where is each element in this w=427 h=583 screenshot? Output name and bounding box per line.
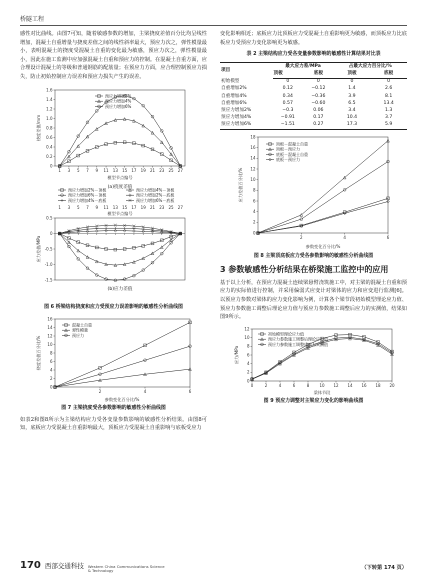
- table-cell: 初始模型: [221, 78, 240, 84]
- y-tick-label: 6: [49, 358, 53, 364]
- series-line-1: [258, 198, 388, 233]
- y-tick-label: 18: [250, 134, 256, 140]
- data-point: [95, 227, 98, 230]
- y-tick-label: 0: [49, 162, 53, 168]
- y-tick-label: 4: [246, 360, 250, 366]
- y-tick-label: 1.4: [46, 96, 53, 102]
- x-tick-label: 15: [122, 204, 128, 210]
- left-column: [20, 30, 207, 437]
- table-row: [220, 122, 407, 130]
- x-tick-label: 9: [95, 204, 99, 210]
- legend-entry: 顶板－预应力: [276, 146, 300, 152]
- x-tick-label: 19: [140, 167, 146, 173]
- x-tick-label: 14: [347, 382, 353, 388]
- table-cell: −0.3: [282, 107, 294, 113]
- table-cell: 0: [387, 79, 391, 85]
- x-tick-label: 7: [86, 167, 89, 173]
- table-cell: −0.36: [311, 93, 326, 99]
- header-rule: [20, 25, 407, 26]
- table-header-bottom-pct: 底板: [370, 70, 407, 78]
- legend-entry: 预应力增加6%－顶板: [68, 192, 107, 198]
- page-number: 170: [20, 559, 41, 571]
- table-cell: 2.6: [384, 86, 393, 92]
- y-tick-label: -0.5: [44, 245, 53, 251]
- y-tick-label: 8: [252, 187, 256, 193]
- fig6a-xlabel: 模型节点编号: [107, 174, 133, 180]
- table-cell: 1.3: [384, 107, 393, 113]
- fig6a-plot: [35, 87, 185, 190]
- legend-entry: 底板－预应力: [276, 156, 300, 162]
- y-tick-label: 10: [244, 334, 250, 340]
- y-tick-label: -1.0: [44, 261, 53, 267]
- y-tick-label: 0: [252, 230, 256, 236]
- x-tick-label: 8: [306, 382, 310, 388]
- x-tick-label: 3: [67, 167, 71, 173]
- x-tick-label: 12: [333, 382, 339, 388]
- legend-entry: 预应力增加6%: [105, 103, 132, 109]
- y-tick-label: 2: [252, 219, 256, 225]
- table-cell: −0.12: [311, 86, 326, 92]
- table-header-top: 顶板: [273, 70, 304, 78]
- x-tick-label: 17: [131, 204, 137, 210]
- x-tick-label: 5: [76, 167, 80, 173]
- x-tick-label: 25: [168, 167, 174, 173]
- section-3-title: 3 参数敏感性分析结果在桥梁施工监控中的应用: [220, 264, 389, 274]
- table-header-max-stress: 最大应力差/MPa: [273, 63, 334, 71]
- x-tick-label: 18: [375, 382, 381, 388]
- table-cell: 0: [350, 79, 354, 85]
- figure-6-caption: 图 6 桥梁结构挠度和应力受预应力误差影响的敏感性分析曲线图: [44, 303, 183, 310]
- table-2: [220, 62, 407, 130]
- x-tick-label: 4: [343, 234, 346, 240]
- journal-name: 西部交通科技: [44, 561, 84, 570]
- x-tick-label: 23: [159, 167, 165, 173]
- left-paragraph-2: 如表2和图8所示为主梁结构应力受各变量参数影响的敏感性分析结果。由图8可知，底板应力受混凝土自重影响最大，顶板应力受混凝土自重影响与底板受应力: [20, 416, 207, 432]
- legend-entry: 混凝土自重: [72, 321, 92, 327]
- legend-entry: 预应力增加6%－底板: [136, 197, 175, 203]
- y-tick-label: 0.6: [46, 134, 53, 140]
- x-tick-label: 6: [292, 382, 296, 388]
- table-header-bottom: 底板: [303, 70, 334, 78]
- continued-note: （下转第 174 页）: [361, 565, 407, 571]
- y-tick-label: -1.5: [44, 276, 53, 282]
- running-head: 桥隧工程: [20, 16, 45, 23]
- fig9-xlabel: 梁体节段: [313, 389, 331, 395]
- y-tick-label: 0.4: [46, 143, 53, 149]
- figure-6: [20, 86, 207, 302]
- table-cell: 1.4: [348, 86, 356, 92]
- fig9-ylabel: 应力/MPa: [234, 345, 239, 364]
- table-2-title: 表 2 主梁结构应力受各变量参数影响的敏感性计算结果对比表: [246, 51, 381, 58]
- y-tick-label: 8: [49, 349, 53, 355]
- y-tick-label: 8: [246, 343, 250, 349]
- y-tick-label: 0.8: [46, 124, 53, 130]
- table-row: [220, 115, 407, 122]
- series-line-3: [258, 161, 388, 232]
- legend-entry: 初始模型理论应力值: [268, 331, 304, 337]
- table-cell: 0.12: [282, 86, 293, 92]
- legend-entry: 预应力增加2%－顶板: [68, 186, 107, 192]
- y-tick-label: 14: [250, 155, 256, 161]
- table-cell: 5.9: [370, 122, 407, 130]
- x-tick-label: 23: [159, 204, 165, 210]
- fig6b-subcaption: (b)应力差值: [107, 286, 133, 292]
- fig8-xlabel: 参数变化百分比/%: [305, 243, 341, 249]
- legend-entry: 顶板－混凝土自重: [276, 141, 308, 147]
- table-cell: 3.7: [384, 115, 393, 121]
- fig8-legend: [266, 140, 308, 162]
- x-tick-label: 10: [319, 382, 325, 388]
- table-cell: 3.9: [348, 93, 356, 99]
- y-tick-label: 0: [49, 383, 53, 389]
- x-tick-label: 6: [188, 388, 192, 394]
- x-tick-label: 16: [361, 382, 367, 388]
- table-cell: 0: [286, 79, 290, 85]
- table-cell: 3.4: [348, 107, 356, 113]
- series-line-4: [258, 201, 388, 232]
- legend-entry: 底板－混凝土自重: [276, 151, 308, 157]
- x-tick-label: 13: [112, 167, 118, 173]
- table-cell: 预应力增加2%: [221, 107, 252, 113]
- table-row: [220, 78, 407, 86]
- y-tick-label: 0: [246, 378, 250, 384]
- figure-8-caption: 图 8 主梁顶底板应力受各参数影响的敏感性分析曲线图: [253, 252, 374, 259]
- fig6b-plot: [35, 186, 185, 292]
- y-tick-label: 4: [252, 208, 256, 214]
- table-cell: 自重增加2%: [221, 86, 247, 92]
- table-cell: 10.4: [346, 115, 358, 121]
- right-paragraph-2: 基于以上分析，在预应力混凝土连续梁悬臂浇筑施工中，对主梁的混凝土自重和预应力的实际值进行控制，并采用偏弱式应变计对梁体的应力和应变进行监测[6]。以预应力参数对梁体的应力变化影响为例，计算各个梁节段初始模型理论应力值、预应力参数施工调整后理论应力值与预应力参数施工调整后应力的实测值，结果如图9所示。: [220, 279, 407, 321]
- table-cell: −1.51: [273, 122, 304, 130]
- fig6a-ylabel: 挠度差值/mm: [36, 114, 41, 141]
- table-cell: 0: [316, 79, 320, 85]
- y-tick-label: 14: [47, 324, 53, 330]
- data-point: [114, 226, 117, 229]
- figure-9-caption: 图 9 预应力调整对主梁应力变化的影响曲线图: [263, 397, 364, 404]
- data-point: [133, 227, 136, 230]
- table-cell: 13.4: [383, 100, 394, 106]
- page-footer: [20, 560, 168, 573]
- y-tick-label: 2: [246, 369, 250, 375]
- figure-9: [220, 326, 407, 396]
- fig6b-ylabel: 应力差值/MPa: [36, 235, 41, 262]
- series-line-3: [55, 346, 190, 387]
- y-tick-label: 16: [250, 144, 256, 150]
- x-tick-label: 5: [76, 204, 80, 210]
- data-point: [105, 226, 108, 229]
- x-tick-label: 27: [177, 204, 183, 210]
- legend-entry: 预应力增加4%－底板: [68, 197, 107, 203]
- figure-7-caption: 图 7 主梁挠度受各参数影响的敏感性分析曲线图: [61, 404, 166, 411]
- y-tick-label: 1.2: [46, 105, 53, 111]
- figure-7: [20, 315, 207, 403]
- x-tick-label: 1: [58, 204, 61, 210]
- series-line-2: [55, 369, 190, 387]
- table-cell: 0.06: [313, 107, 324, 113]
- legend-entry: 预应力: [72, 332, 84, 338]
- x-tick-label: 4: [143, 388, 147, 394]
- x-tick-label: 27: [177, 167, 183, 173]
- table-cell: 自重增加6%: [221, 100, 247, 106]
- x-tick-label: 2: [98, 388, 102, 394]
- table-cell: 0.57: [282, 100, 293, 106]
- x-tick-label: 13: [112, 204, 118, 210]
- x-tick-label: 0: [250, 382, 254, 388]
- table-row: [220, 93, 407, 100]
- y-tick-label: 12: [244, 326, 250, 332]
- fig7-xlabel: 参数变化百分比/%: [104, 396, 140, 402]
- y-tick-label: 12: [47, 332, 53, 338]
- table-row: [220, 86, 407, 93]
- x-tick-label: 3: [67, 204, 71, 210]
- x-tick-label: 11: [103, 167, 109, 173]
- legend-entry: 预应力参数施工调整后理论应力值: [268, 336, 328, 342]
- x-tick-label: 6: [386, 234, 390, 240]
- legend-entry: 预应力增加2%－底板: [136, 192, 175, 198]
- left-paragraph-1: 感性对比曲线。由图7可知，随着敏感参数的增加，主梁挠度差值百分比均呈线性增加，混凝土自重增量与挠度差值之间的线性斜率最大，预应力次之，弹性模量最小，表明混凝土的挠度受混凝土自重的变化最为敏感，预应力次之，弹性模量最小，因此在施工监测中应加强混凝土自重和预应力的控制。在混凝土自重方面，应合理设计混凝土的等级和普通钢筋的配筋量；在预应力方面，应合理控制预应力损失，防止初始控制应力误差和预应力损失产生的误差。: [20, 31, 207, 80]
- y-tick-label: 2: [49, 375, 53, 381]
- y-tick-label: 10: [47, 341, 53, 347]
- y-tick-label: 1.6: [46, 86, 53, 92]
- figure-8: [220, 133, 407, 251]
- y-tick-label: 0.5: [46, 214, 53, 220]
- table-cell: 0.17: [313, 115, 324, 121]
- x-tick-label: 17: [131, 167, 137, 173]
- table-cell: 预应力增加4%: [221, 115, 252, 121]
- table-header-item: 项目: [220, 63, 273, 78]
- table-cell: 6.5: [348, 100, 356, 106]
- y-tick-label: 4: [49, 366, 53, 372]
- table-cell: 预应力增加6%: [220, 122, 273, 130]
- table-cell: 0.34: [282, 93, 293, 99]
- series-line-3: [60, 233, 181, 280]
- x-tick-label: 25: [168, 204, 174, 210]
- table-header-top-pct: 顶板: [334, 70, 371, 78]
- y-tick-label: 6: [252, 198, 256, 204]
- legend-entry: 预应力增加4%: [105, 98, 132, 104]
- table-row: [220, 107, 407, 114]
- x-tick-label: 15: [122, 167, 128, 173]
- y-tick-label: 1.0: [46, 115, 53, 121]
- table-row: [220, 100, 407, 107]
- y-tick-label: 0: [49, 230, 53, 236]
- x-tick-label: 21: [149, 204, 156, 210]
- y-tick-label: 12: [250, 166, 256, 172]
- journal-name-english: Western China Communications Science & Technology: [87, 563, 165, 573]
- fig6b-xlabel: 模型节点编号: [107, 210, 133, 216]
- x-tick-label: 19: [140, 204, 146, 210]
- legend-entry: 预应力增加4%－顶板: [136, 186, 175, 192]
- y-tick-label: 0.2: [46, 153, 53, 159]
- fig7-legend: [62, 321, 92, 337]
- table-cell: −0.60: [311, 100, 326, 106]
- y-tick-label: 6: [246, 352, 250, 358]
- table-header-percent: 占最大应力百分比/%: [334, 63, 407, 71]
- table-cell: 17.3: [334, 122, 371, 130]
- x-tick-label: 7: [86, 204, 89, 210]
- fig6a-legend: [95, 92, 132, 108]
- right-column: [220, 30, 407, 409]
- table-cell: 自重增加4%: [221, 93, 247, 99]
- data-point: [123, 226, 126, 229]
- x-tick-label: 4: [278, 382, 282, 388]
- x-tick-label: 2: [300, 234, 303, 240]
- x-tick-label: 9: [95, 167, 99, 173]
- legend-entry: 预应力增加2%: [105, 92, 132, 98]
- fig6a-subcaption: (a)挠度差值: [107, 184, 133, 190]
- y-tick-label: 16: [47, 315, 53, 321]
- x-tick-label: 2: [264, 382, 268, 388]
- legend-marker: [61, 199, 64, 202]
- right-paragraph-1: 变化影响相近；底板应力比顶板应力受混凝土自重影响更为敏感，而顶板应力比底板应力受预应力变化影响更为敏感。: [220, 31, 407, 46]
- x-tick-label: 20: [389, 382, 395, 388]
- y-tick-label: 10: [250, 176, 256, 182]
- fig9-legend: [258, 330, 328, 346]
- table-cell: 8.1: [384, 93, 393, 99]
- fig7-ylabel: 挠度差值百分比/%: [36, 335, 41, 370]
- fig8-ylabel: 应力差值百分比/%: [238, 167, 243, 203]
- legend-entry: 预应力参数施工调整后应力实测值: [268, 341, 328, 347]
- table-cell: 0.27: [303, 122, 334, 130]
- x-tick-label: 1: [58, 167, 61, 173]
- legend-entry: 弹性模量: [72, 327, 88, 333]
- table-cell: −0.91: [280, 115, 295, 121]
- x-tick-label: 11: [103, 204, 109, 210]
- x-tick-label: 21: [149, 167, 156, 173]
